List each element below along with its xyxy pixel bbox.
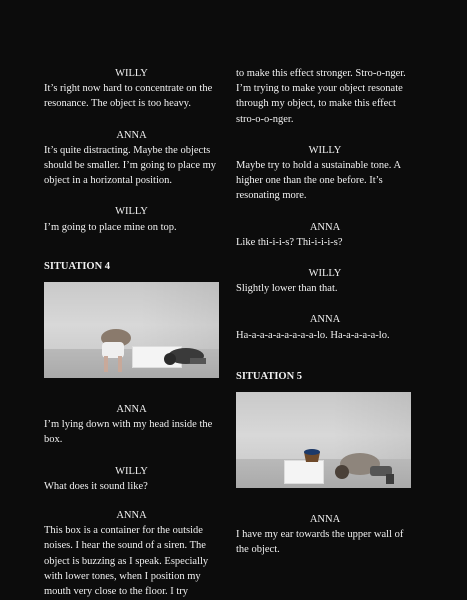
dialogue-text: Slightly lower than that. bbox=[236, 283, 338, 295]
speaker-name: WILLY bbox=[308, 144, 342, 156]
dialogue-text: Maybe try to hold a sustainable tone. A higher one than the one before. It’s resonating more. bbox=[236, 160, 401, 202]
dialogue-text: It’s quite distracting. Maybe the objects should be smaller. I’m going to place my object in a horizontal position. bbox=[44, 144, 217, 187]
right-column bbox=[236, 66, 414, 558]
dialogue-text: Like thi-i-i-s? Thi-i-i-i-s? bbox=[236, 236, 343, 248]
dialogue-text: It’s right now hard to concentrate on the resonance. The object is too heavy. bbox=[44, 83, 213, 110]
speaker-name: ANNA bbox=[116, 129, 147, 141]
dialogue-text: Ha-a-a-a-a-a-a-a-a-lo. Ha-a-a-a-a-lo. bbox=[236, 329, 390, 341]
dialogue-text: I have my ear towards the upper wall of the object. bbox=[236, 529, 404, 556]
speaker-name: WILLY bbox=[115, 68, 148, 79]
speaker-name: ANNA bbox=[116, 404, 147, 416]
left-column bbox=[44, 66, 219, 599]
dialogue-block bbox=[44, 204, 219, 234]
situation-heading: SITUATION 4 bbox=[44, 260, 111, 272]
continued-text-block bbox=[236, 66, 414, 127]
dialogue-block bbox=[44, 508, 219, 599]
dialogue-block bbox=[44, 402, 219, 448]
speaker-name: ANNA bbox=[309, 314, 341, 326]
situation-heading: SITUATION 5 bbox=[236, 370, 303, 382]
dialogue-block bbox=[44, 66, 219, 112]
dialogue-text: This box is a container for the outside noises. I hear the sound of a siren. The object is buzzing as I speak. Especially with lower tones, when I position my mouth very close to the floor. I try bbox=[44, 525, 209, 598]
performance-photo bbox=[44, 282, 219, 378]
speaker-name: ANNA bbox=[116, 510, 147, 522]
dialogue-block bbox=[236, 143, 414, 204]
dialogue-block bbox=[236, 220, 414, 250]
speaker-name: ANNA bbox=[309, 221, 341, 233]
dialogue-text: I’m lying down with my head inside the box. bbox=[44, 419, 213, 446]
speaker-name: WILLY bbox=[308, 268, 342, 280]
dialogue-text: I’m going to place mine on top. bbox=[44, 221, 177, 233]
dialogue-block bbox=[236, 312, 414, 342]
dialogue-block bbox=[236, 266, 414, 296]
speaker-name: ANNA bbox=[309, 514, 341, 526]
dialogue-text: What does it sound like? bbox=[44, 480, 148, 492]
dialogue-block bbox=[236, 512, 414, 558]
speaker-name: WILLY bbox=[115, 206, 148, 218]
dialogue-block bbox=[44, 464, 219, 494]
performance-photo bbox=[236, 392, 411, 488]
dialogue-text: to make this effect stronger. Stro-o-nger. I’m trying to make your object resonate through my object, to make this effect stro-o-o-nger. bbox=[236, 68, 406, 125]
speaker-name: WILLY bbox=[115, 465, 148, 477]
dialogue-block bbox=[44, 128, 219, 189]
